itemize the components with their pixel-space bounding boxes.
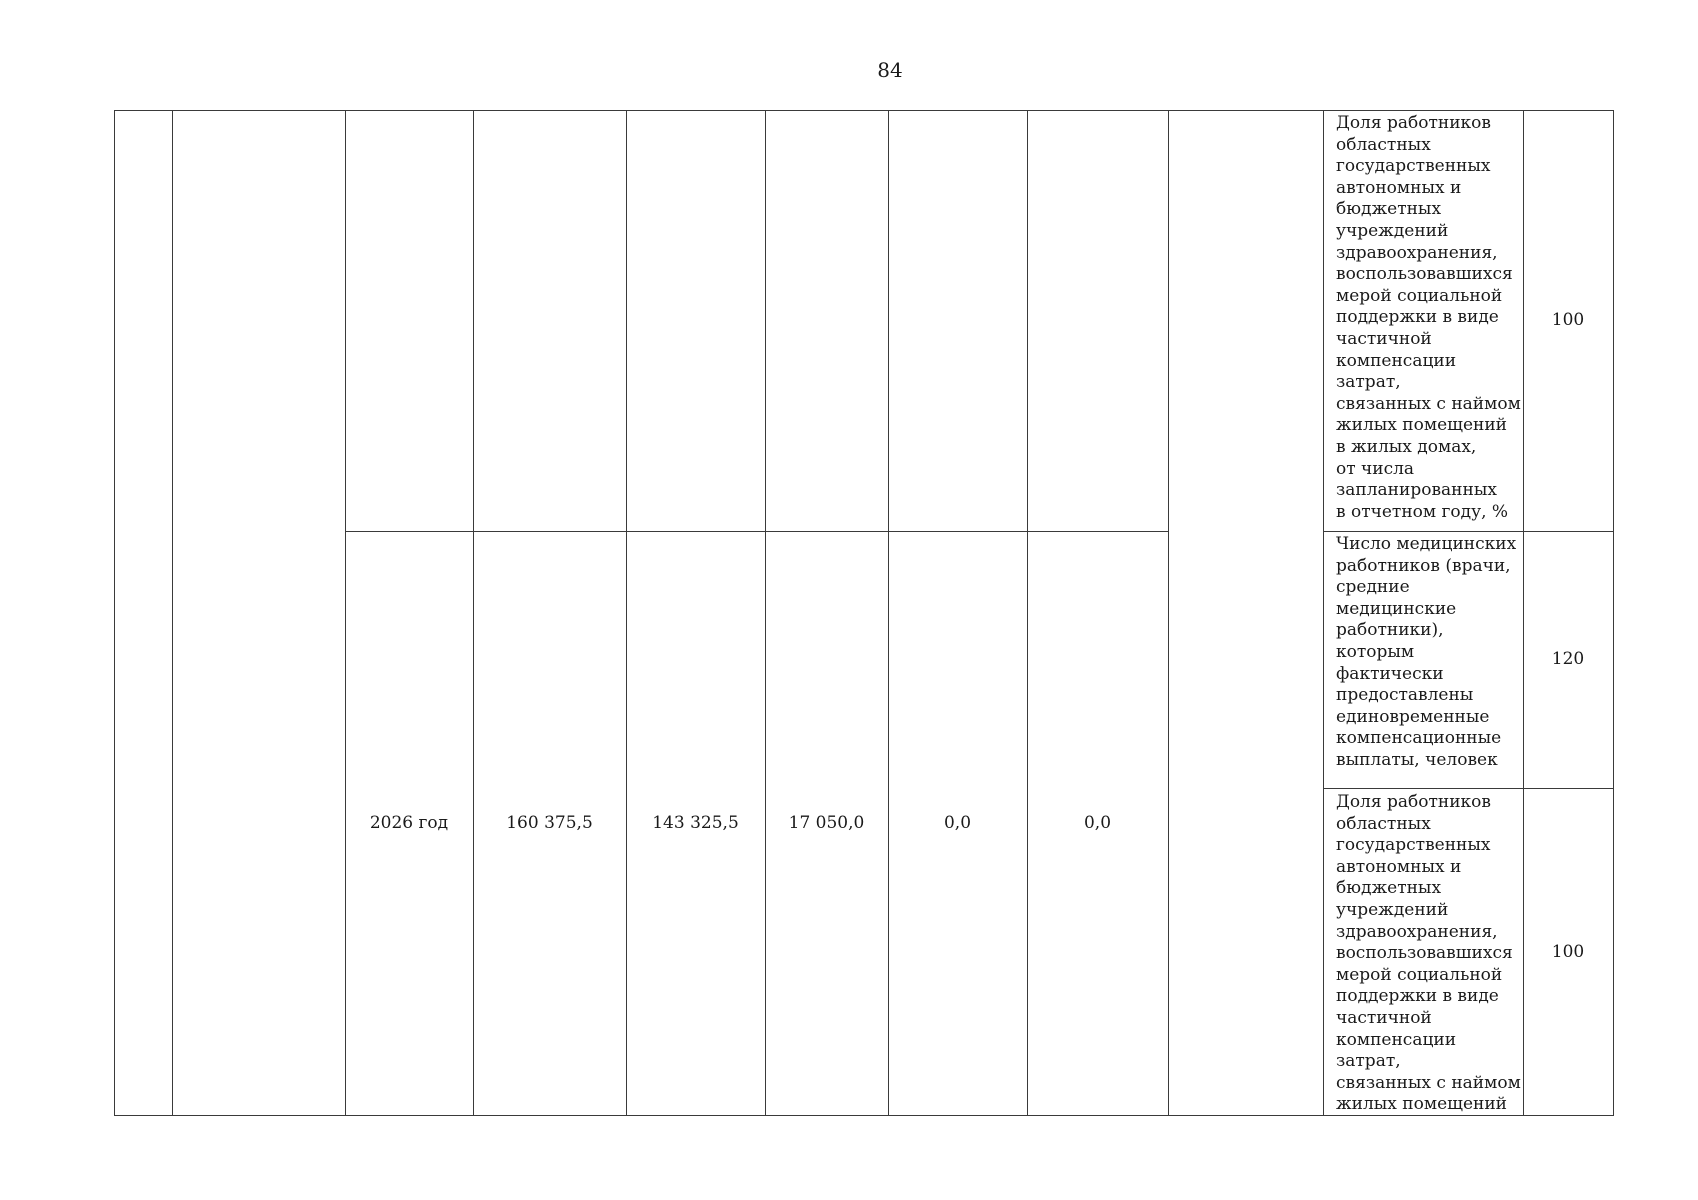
indicator-value: 120: [1551, 649, 1585, 669]
table-border: [114, 110, 1614, 111]
table-border: [626, 110, 627, 1116]
table-border: [172, 110, 173, 1116]
year-cell: 2026 год: [369, 813, 449, 833]
amount-cell: 143 325,5: [652, 813, 739, 833]
table-border: [1323, 531, 1613, 532]
indicator-text: Число медицинских работников (врачи, средние медицинские работники), которым фактически предоставлены единовременные компенсационные выплаты, человек: [1336, 534, 1517, 770]
table-border: [345, 531, 1168, 532]
indicator-value: 100: [1551, 310, 1585, 330]
amount-cell: 0,0: [943, 813, 972, 833]
table-border: [1027, 110, 1028, 1116]
table-border: [765, 110, 766, 1116]
amount-cell: 17 050,0: [788, 813, 865, 833]
total-cell: 160 375,5: [506, 813, 593, 833]
table-border: [888, 110, 889, 1116]
table-border: [473, 110, 474, 1116]
indicator-text: Доля работников областных государственных автономных и бюджетных учреждений здравоохранения, воспользовавшихся мерой социальной поддержки в виде частичной компенсации затрат, связанных с наймом жилых помещений в жилых домах, от числа запланированных в отчетном году, %: [1336, 113, 1521, 522]
table-border: [345, 110, 346, 1116]
table-border: [1613, 110, 1614, 1116]
indicator-value: 100: [1551, 942, 1585, 962]
page-number: 84: [877, 58, 903, 82]
table-border: [114, 110, 115, 1116]
table-border: [1168, 110, 1169, 1116]
table-border: [1323, 788, 1613, 789]
indicator-text: Доля работников областных государственных автономных и бюджетных учреждений здравоохранения, воспользовавшихся мерой социальной поддержки в виде частичной компенсации затрат, связанных с наймом жилых помещений: [1336, 792, 1521, 1115]
amount-cell: 0,0: [1083, 813, 1112, 833]
table-border: [1323, 110, 1324, 1116]
